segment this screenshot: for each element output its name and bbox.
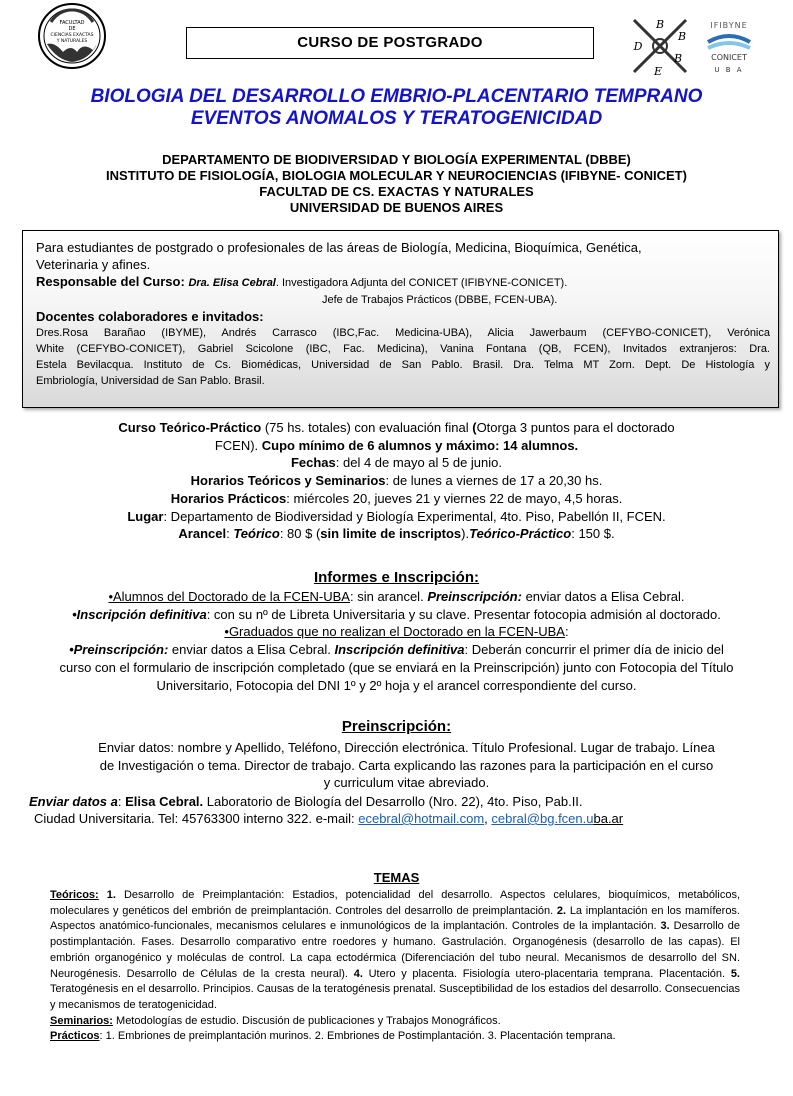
course-type-label: CURSO DE POSTGRADO bbox=[186, 27, 594, 59]
informes-line: Universitario, Fotocopia del DNI 1º y 2º hoja y el arancel correspondiente del curso. bbox=[156, 677, 637, 693]
docentes-line: Embriología, Universidad de San Pablo. Brasil. bbox=[36, 375, 265, 387]
teoricos-paragraph: Teóricos: 1. Desarrollo de Preimplantación: Estadios, potencialidad del desarrollo. Aspectos celulares, bioquímicos, metabólicos, moleculares y genéticos del embrión de preimplantación. Controles del desarrollo de preimplantación. 2. La implantación en los mamíferos. Aspectos anatómico-funcionales, mecanismos celulares e inmunológicos de la implantación. Controles de la implantación. 3. Desarrollo de postimplantación. Fases. Desarrollo comparativo entre roedores y humano. Gastrulación. Organogénesis (desarrollo de las capas). El embrión organogénico y moléculas de control. La capa ectodérmica (Diferenciación del tubo neural. Mecanismos de desarrollo del SN. Neurogénesis. Desarrollo de Células de la cresta neural). 4. Utero y placenta. Fisiología utero-placentaria temprana. Placentación. 5. Teratogénesis en el desarrollo. Principios. Causas de la teratogénesis prenatal. Susceptibilidad de los estadios del desarrollo. Consecuencias y mecanismos de teratogenicidad. bbox=[50, 889, 740, 1011]
preinscripcion-line: y curriculum vitae abreviado. bbox=[323, 775, 490, 791]
informes-line: curso con el formulario de inscripción completado (que se enviará en la Preinscripción) junto con Fotocopia del Título bbox=[59, 659, 734, 675]
svg-text:CIENCIAS EXACTAS: CIENCIAS EXACTAS bbox=[50, 33, 94, 38]
svg-text:CONICET: CONICET bbox=[711, 53, 747, 62]
svg-text:D: D bbox=[633, 40, 643, 53]
informes-line: •Graduados que no realizan el Doctorado en la FCEN-UBA: bbox=[224, 624, 569, 640]
svg-text:E: E bbox=[653, 65, 663, 78]
contact-line: Enviar datos a: Elisa Cebral. Laboratorio de Biología del Desarrollo (Nro. 22), 4to. Piso, Pab.II. bbox=[29, 794, 583, 809]
ifibyne-logo bbox=[700, 18, 758, 74]
facultad-logo bbox=[37, 2, 107, 70]
responsable-label: Responsable del Curso: bbox=[36, 274, 185, 289]
institutions bbox=[0, 152, 793, 216]
title-line-1: BIOLOGIA DEL DESARROLLO EMBRIO-PLACENTARIO TEMPRANO bbox=[90, 86, 703, 107]
theory-schedule: Horarios Teóricos y Seminarios: de lunes a viernes de 17 a 20,30 hs. bbox=[190, 473, 603, 489]
email-link[interactable]: cebral@bg.fcen.u bbox=[491, 811, 594, 826]
svg-text:IFIBYNE: IFIBYNE bbox=[710, 21, 748, 30]
temas-heading: TEMAS bbox=[373, 870, 420, 885]
preinscripcion-heading: Preinscripción: bbox=[341, 718, 452, 735]
informes-section bbox=[0, 588, 793, 694]
contact-address: Ciudad Universitaria. Tel: 45763300 interno 322. e-mail: ecebral@hotmail.com, cebral@bg.fcen.uba.ar bbox=[34, 811, 624, 826]
preinscripcion-line: de Investigación o tema. Director de trabajo. Carta explicando las razones para la participación en el curso bbox=[99, 757, 714, 773]
course-location: Lugar: Departamento de Biodiversidad y Biología Experimental, 4to. Piso, Pabellón II, FCEN. bbox=[127, 508, 666, 524]
email-link[interactable]: ecebral@hotmail.com bbox=[358, 811, 485, 826]
svg-text:B: B bbox=[677, 30, 687, 43]
informes-line: •Preinscripción: enviar datos a Elisa Cebral. Inscripción definitiva: Deberán concurrir el primer día de inicio del bbox=[69, 642, 724, 658]
responsable bbox=[36, 273, 770, 292]
docentes-line: Dres.Rosa Barañao (IBYME), Andrés Carrasco (IBC,Fac. Medicina-UBA), Alicia Jawerbaum (CEFYBO-CONICET), Verónica bbox=[36, 327, 770, 339]
course-info-line: FCEN). Cupo mínimo de 6 alumnos y máximo: 14 alumnos. bbox=[214, 437, 579, 453]
dbbe-logo bbox=[628, 14, 692, 78]
preinscripcion-section bbox=[20, 739, 793, 792]
responsable-role-2: Jefe de Trabajos Prácticos (DBBE, FCEN-UBA). bbox=[322, 294, 558, 306]
svg-text:FACULTAD: FACULTAD bbox=[59, 20, 85, 26]
svg-text:DE: DE bbox=[68, 26, 76, 32]
docentes-line: Estela Bevilacqua. Instituto de Cs. Biomédicas, Universidad de San Pablo. Brasil. Dra. Telma MT Zorn. Dept. De Histología y bbox=[36, 359, 770, 371]
seminarios-line: Seminarios: Metodologías de estudio. Discusión de publicaciones y Trabajos Monográficos. bbox=[50, 1014, 501, 1027]
audience-line-1: Para estudiantes de postgrado o profesionales de las áreas de Biología, Medicina, Bioquímica, Genética, bbox=[36, 240, 642, 255]
docentes-label: Docentes colaboradores e invitados: bbox=[36, 309, 264, 324]
institution-line: INSTITUTO DE FISIOLOGÍA, BIOLOGIA MOLECULAR Y NEUROCIENCIAS (IFIBYNE- CONICET) bbox=[106, 168, 687, 183]
institution-line: DEPARTAMENTO DE BIODIVERSIDAD Y BIOLOGÍA EXPERIMENTAL (DBBE) bbox=[162, 152, 631, 167]
institution-line: UNIVERSIDAD DE BUENOS AIRES bbox=[289, 200, 504, 215]
informes-line: •Alumnos del Doctorado de la FCEN-UBA: sin arancel. Preinscripción: enviar datos a Elisa Cebral. bbox=[108, 589, 685, 604]
responsable-name: Dra. Elisa Cebral bbox=[188, 277, 276, 289]
responsable-role: . Investigadora Adjunta del CONICET (IFIBYNE-CONICET). bbox=[275, 277, 568, 289]
institution-line: FACULTAD DE CS. EXACTAS Y NATURALES bbox=[259, 184, 534, 199]
practice-schedule: Horarios Prácticos: miércoles 20, jueves 21 y viernes 22 de mayo, 4,5 horas. bbox=[170, 490, 623, 506]
informes-heading: Informes e Inscripción: bbox=[313, 569, 480, 586]
docentes-line: White (CEFYBO-CONICET), Gabriel Scicolone (IBC, Fac. Medicina), Vanina Fontana (QB, FCEN), Invitados extranjeros: Dra. bbox=[36, 343, 770, 355]
audience-line-2: Veterinaria y afines. bbox=[36, 257, 151, 272]
svg-text:B: B bbox=[673, 52, 683, 65]
svg-text:Y NATURALES: Y NATURALES bbox=[56, 39, 88, 44]
course-details bbox=[0, 419, 793, 543]
title-line-2: EVENTOS ANOMALOS Y TERATOGENICIDAD bbox=[190, 108, 603, 129]
course-fee: Arancel: Teórico: 80 $ (sin limite de inscriptos).Teórico-Práctico: 150 $. bbox=[178, 526, 615, 542]
practicos-line: Prácticos: 1. Embriones de preimplantación murinos. 2. Embriones de Postimplantación. 3. Placentación temprana. bbox=[50, 1030, 616, 1043]
course-title bbox=[0, 86, 793, 130]
course-info-box bbox=[22, 230, 779, 408]
svg-text:U B A: U B A bbox=[714, 66, 744, 74]
svg-text:B: B bbox=[655, 18, 665, 31]
temas-content bbox=[50, 888, 740, 1045]
preinscripcion-line: Enviar datos: nombre y Apellido, Teléfono, Dirección electrónica. Título Profesional. Lugar de trabajo. Línea bbox=[98, 740, 715, 755]
informes-line: •Inscripción definitiva: con su nº de Libreta Universitaria y su clave. Presentar fotocopia admisión al doctorado. bbox=[72, 606, 721, 622]
course-dates: Fechas: del 4 de mayo al 5 de junio. bbox=[290, 455, 503, 471]
course-info-line: Curso Teórico-Práctico (75 hs. totales) con evaluación final (Otorga 3 puntos para el doctorado bbox=[118, 420, 675, 435]
